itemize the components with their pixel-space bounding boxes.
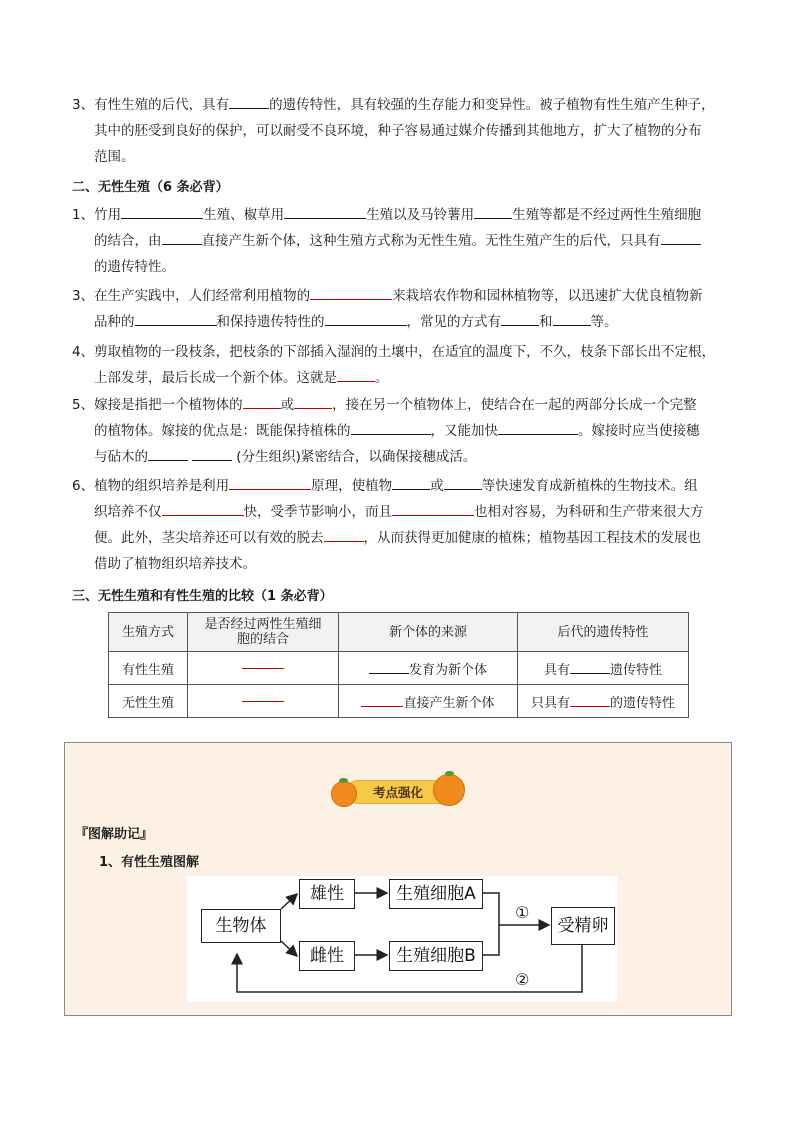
table-cell: 有性生殖 [109,652,188,685]
fill-blank[interactable] [392,500,474,516]
text: 品种的 [94,314,135,330]
fill-blank[interactable] [325,310,407,326]
text: 和 [539,314,553,330]
text: 3、在生产实践中，人们经常利用植物的 [72,288,311,304]
cell-bracket [483,893,499,955]
fill-blank[interactable] [501,310,539,326]
header-cell: 生殖方式 [109,613,188,652]
table-row [109,685,689,718]
table-row [109,652,689,685]
table-header-row [109,613,689,652]
text: 生殖以及马铃薯用 [366,207,475,223]
female-node: 雌性 [299,941,355,971]
text: 与砧木的 [94,449,148,465]
text: 或 [430,478,444,494]
fill-blank[interactable] [162,229,202,245]
text: 发育为新个体 [408,663,487,678]
arrow-to-male [281,894,297,909]
table-cell [518,652,689,685]
text: 只具有 [530,696,570,711]
text: 具有 [543,663,570,678]
fill-blank[interactable] [570,691,610,707]
text: 织培养不仅 [94,504,162,520]
gamete-b-node: 生殖细胞B [389,941,483,971]
text: 等。 [590,314,618,330]
table-cell [339,685,518,718]
fill-blank[interactable] [242,668,284,669]
text: 上部发芽，最后长成一个新个体。这就是 [94,370,337,386]
fill-blank[interactable] [444,474,482,490]
badge-title: 考点强化 [372,785,423,800]
text: 便。此外，茎尖培养还可以有效的脱去 [94,530,324,546]
fill-blank[interactable] [148,445,188,461]
paragraph-asexual-5 [72,392,724,470]
key-points-box [64,742,732,1016]
paragraph-asexual-3 [72,283,724,335]
fill-blank[interactable] [361,691,403,707]
sexual-reproduction-diagram [187,876,617,1002]
sub-heading: 1、有性生殖图解 [99,855,200,870]
fill-blank[interactable] [135,310,217,326]
fill-blank[interactable] [661,229,701,245]
header-cell [188,613,339,652]
paragraph-asexual-1 [72,202,724,280]
header-cell: 新个体的来源 [339,613,518,652]
badge [331,769,465,813]
fill-blank[interactable] [310,284,392,300]
zygote-node: 受精卵 [551,907,615,945]
table-cell [188,652,339,685]
fill-blank[interactable] [369,658,409,674]
text: 4、剪取植物的一段枝条，把枝条的下部插入湿润的土壤中，在适宜的温度下，不久，枝条下部长出不定根， [72,344,716,360]
table-cell: 无性生殖 [109,685,188,718]
text: 的结合，由 [94,233,162,249]
fill-blank[interactable] [229,93,269,109]
text: 其中的胚受到良好的保护，可以耐受不良环境，种子容易通过媒介传播到其他地方，扩大了植物的分布 [94,123,702,139]
text: 的植物体。嫁接的优点是：既能保持植株的 [94,423,351,439]
text: ，接在另一个植物体上，使结合在一起的两部分长成一个完整 [332,397,697,413]
text: 来栽培农作物和园林植物等，以迅速扩大优良植物新 [392,288,703,304]
fill-blank[interactable] [229,474,311,490]
text: 的遗传特性 [610,696,676,711]
fill-blank[interactable] [392,474,430,490]
fill-blank[interactable] [570,658,610,674]
fill-blank[interactable] [294,393,332,409]
step-2-label: ② [515,970,530,989]
fill-blank[interactable] [498,419,578,435]
fill-blank[interactable] [192,445,232,461]
text: 直接产生新个体，这种生殖方式称为无性生殖。无性生殖产生的后代，只具有 [201,233,661,249]
text: 1、竹用 [72,207,122,223]
comparison-table [108,612,689,718]
text: 生殖、椒草用 [203,207,285,223]
fill-blank[interactable] [324,526,364,542]
header-cell-line: 是否经过两性生殖细 [204,617,322,632]
fill-blank[interactable] [474,203,512,219]
text: 3、有性生殖的后代，具有 [72,97,230,113]
arrow-to-female [281,941,297,956]
text: 的遗传特性，具有较强的生存能力和变异性。被子植物有性生殖产生种子， [269,97,715,113]
text: ，从而获得更加健康的植株；植物基因工程技术的发展也 [363,530,701,546]
text: 快，受季节影响小，而且 [243,504,392,520]
section-heading-comparison: 三、无性生殖和有性生殖的比较（1 条必背） [72,589,333,604]
text: ，又能加快 [430,423,498,439]
fill-blank[interactable] [351,419,431,435]
text: ，常见的方式有 [406,314,501,330]
fill-blank[interactable] [121,203,203,219]
text: 生殖等都是不经过两性生殖细胞 [512,207,702,223]
section-label: 『图解助记』 [75,827,154,842]
text: 直接产生新个体 [403,696,495,711]
text: 。 [375,370,389,386]
text: 范围。 [94,149,135,165]
table-cell [518,685,689,718]
text: 。嫁接时应当使接穗 [578,423,700,439]
text: 或 [280,397,295,413]
step-1-label: ① [515,903,530,922]
organism-node: 生物体 [201,909,281,943]
text: 原理，使植物 [311,478,393,494]
fill-blank[interactable] [337,366,375,382]
fill-blank[interactable] [243,393,281,409]
fill-blank[interactable] [162,500,244,516]
header-cell-line: 胞的结合 [236,632,289,647]
text: 和保持遗传特性的 [216,314,325,330]
text: 也相对容易，为科研和生产带来很大方 [474,504,704,520]
paragraph-asexual-4 [72,339,724,391]
paragraph-sexual-3 [72,92,724,170]
leaf-icon [445,771,454,776]
text: 6、植物的组织培养是利用 [72,478,230,494]
fill-blank[interactable] [242,701,284,702]
header-cell: 后代的遗传特性 [518,613,689,652]
text: 5、嫁接是指把一个植物体的 [72,397,243,413]
table-cell [339,652,518,685]
male-node: 雄性 [299,879,355,909]
fill-blank[interactable] [284,203,366,219]
table-cell [188,685,339,718]
text: (分生组织)紧密结合，以确保接穗成活。 [236,449,477,465]
gamete-a-node: 生殖细胞A [389,879,483,909]
text: 借助了植物组织培养技术。 [94,556,256,572]
paragraph-asexual-6 [72,473,724,577]
text: 等快速发育成新植株的生物技术。组 [481,478,698,494]
text: 的遗传特性。 [94,259,175,275]
section-heading-asexual: 二、无性生殖（6 条必背） [72,180,229,195]
text: 遗传特性 [610,663,663,678]
fill-blank[interactable] [553,310,591,326]
